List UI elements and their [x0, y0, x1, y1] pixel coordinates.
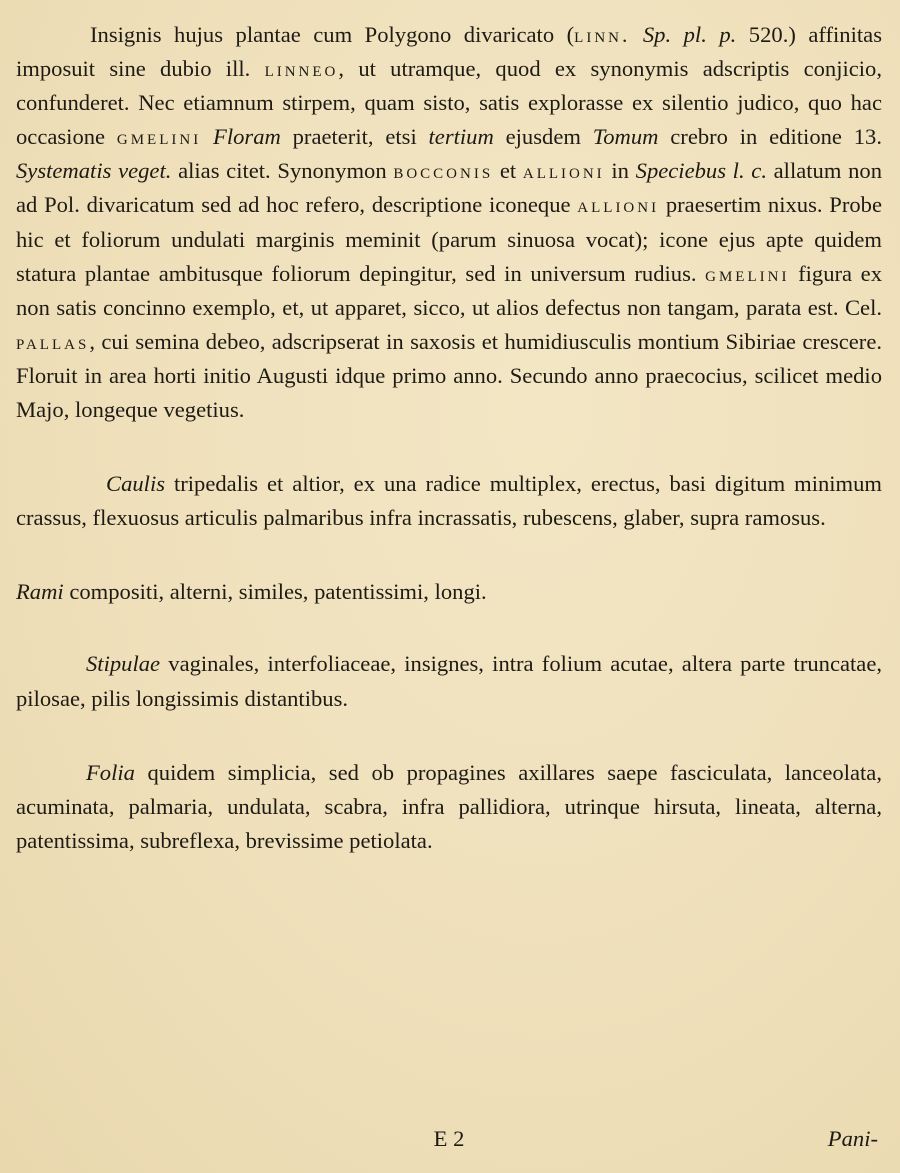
text-run	[201, 124, 213, 149]
text-run: figura ex non satis concinno exemplo, et, ut apparet, sicco, ut alios defectus non tangam, parata est. Cel.	[16, 260, 882, 320]
text-run: allatum non ad Pol. divaricatum sed ad hoc refero, descriptione iconeque	[16, 158, 882, 218]
italic-term: tertium	[428, 124, 494, 150]
paragraph-gap	[16, 535, 882, 575]
text-run: in	[604, 158, 636, 184]
text-run: Insignis hujus plantae cum Polygono divaricato (	[90, 22, 575, 47]
italic-term: Systematis veget.	[16, 158, 172, 184]
text-run: et	[493, 158, 523, 184]
text-run: praeterit, etsi	[280, 124, 429, 150]
italic-term: Rami	[16, 579, 64, 605]
paragraph-gap	[16, 427, 882, 467]
text-run: tripedalis et altior, ex una radice multiplex, erectus, basi digitum minimum crassus, flexuosus articulis palmaribus infra incrassatis, rubescens, glaber, supra ramosus.	[16, 471, 882, 531]
text-run	[630, 22, 643, 47]
paragraph-stipulae	[16, 647, 882, 715]
italic-term: Tomum	[592, 124, 659, 150]
paragraph-gap	[16, 609, 882, 647]
paragraph-introduction	[16, 18, 882, 427]
text-run: praesertim nixus. Probe hic et foliorum undulati marginis meminit (parum sinuosa vocat); icone ejus apte quidem statura plantae ambitusque foliorum depingitur, sed in universum rudius.	[16, 192, 882, 286]
text-run: 520.) affinitas imposuit sine dubio ill.	[16, 22, 882, 82]
text-run: vaginales, interfoliaceae, insignes, intra folium acutae, altera parte truncatae, pilosae, pilis longissimis distantibus.	[16, 651, 882, 711]
page-text	[16, 18, 882, 858]
paragraph-folia	[16, 756, 882, 858]
text-run: quidem simplicia, sed ob propagines axillares saepe fasciculata, lanceolata, acuminata, palmaria, undulata, scabra, infra pallidiora, utrinque hirsuta, lineata, alterna, patentissima, subreflexa, brevissime petiolata.	[16, 759, 882, 853]
italic-term: Caulis	[106, 471, 166, 497]
catchword: Pani-	[827, 1126, 878, 1151]
text-run: alias citet. Synonymon	[171, 158, 394, 184]
paragraph-gap	[16, 716, 882, 756]
italic-term: Folia	[86, 759, 135, 785]
page-footer	[16, 1122, 882, 1156]
text-run: , ut utramque, quod ex synonymis adscriptis conjicio, confunderet. Nec etiamnum stirpem, quam sisto, satis explorasse ex silentio judico, quo hac occasione	[16, 56, 882, 150]
italic-term: Floram	[213, 124, 281, 150]
small-caps-name: pallas	[16, 329, 90, 354]
italic-term: Speciebus l. c.	[635, 158, 767, 184]
small-caps-name: allioni	[577, 193, 660, 218]
small-caps-name: linneo	[264, 57, 339, 82]
text-run: ejusdem	[493, 124, 593, 150]
text-run: compositi, alterni, similes, patentissimi, longi.	[63, 579, 487, 605]
italic-term: Sp. pl. p.	[642, 22, 737, 47]
small-caps-name: bocconis	[393, 159, 494, 184]
small-caps-name: linn.	[574, 23, 631, 47]
text-run: crebro in editione 13.	[658, 124, 882, 150]
small-caps-name: allioni	[522, 159, 605, 184]
text-run: , cui semina debeo, adscripserat in saxosis et humidiusculis montium Sibiriae crescere. Floruit in area horti initio Augusti idque primo anno. Secundo anno praecocius, scilicet medio Majo, longeque vegetius.	[16, 328, 882, 423]
small-caps-name: gmelini	[116, 125, 202, 150]
small-caps-name: gmelini	[705, 261, 790, 286]
italic-term: Stipulae	[86, 651, 161, 677]
paragraph-rami	[16, 575, 882, 609]
paragraph-caulis	[16, 467, 882, 535]
signature-mark: E 2	[433, 1126, 465, 1151]
